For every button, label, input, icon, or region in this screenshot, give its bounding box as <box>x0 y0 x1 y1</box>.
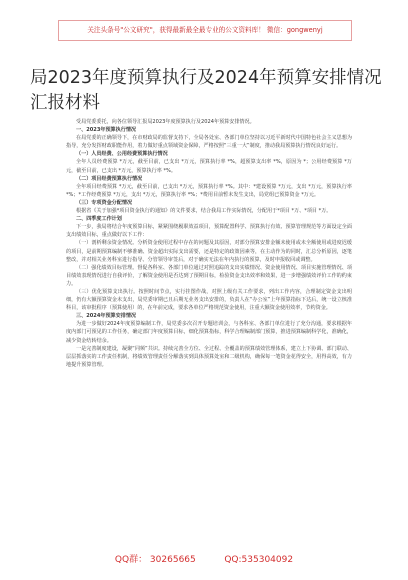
section-heading: （三）专项资金分配情况 <box>76 199 133 206</box>
section-heading: 三、2024年预算安排情况 <box>76 313 137 320</box>
body-paragraph: 根据省《关于加强*项目资金执行的通知》的文件要求，结合我局工作实际情况，分配用于*项目 *万、*项目 *万。 <box>76 208 332 215</box>
document-title: 局2023年度预算执行及2024年预算安排情况汇报材料 <box>30 68 382 113</box>
promo-banner: 关注头条号"公文研究"，获得最新最全最专业的公文资料库！ 微信：gongwenyj <box>58 20 352 41</box>
body-paragraph: （三）优化预算支出执行。按照时间节点，实行挂图作战，对照上级有关工作要求，列出工作内容，合理制定资金支出明细，仍有大额预算资金未支出，局党委审期已且后期无业务支出安排的，负责人在“办公室”上年预算指标下达后，统一设立核准科目，该审批程序（预算使用）的，在年前完成，要求各单位严格规范资金使用，注重大额资金使用效率，节约资金。 <box>66 288 352 312</box>
body-paragraph: 全年人员经费预算 *万元，截至目前，已支出 *万元，预算执行率 *%，超预算支出率 *%，原因为 *；公用经费预算 *万元，截至目前，已支出 *万元，预算执行率 *%。 <box>66 159 352 174</box>
section-heading: （二）项目经费预算执行情况 <box>76 175 143 182</box>
section-heading: 一、2023年预算执行情况 <box>76 127 137 134</box>
body-paragraph: （一）剖析剩余资金情况。分析资金使用过程中存在的问题及其原因，对部分预算安排金额未使用或未全额使用或进度迟缓的项目，是前期预算编制不够准确、资金超出实际支出需要，还是特定的政策因素等，在主动作为的同时，汇总分析原因，逐笔整改，并对相关业务科室进行指导、分管领导审签后，对于确实无法在年内执行的预算，及时申报收回或调整。 <box>66 240 352 263</box>
body-paragraph: 一是完善制度建设，凝聚“同频”共识。持续完善全方位、全过程、全覆盖的预算绩效管理体系，建立上下协调、部门联动、层层抓落实的工作责任机制，将绩效管理责任分解落实到具体预算处室和二级机构，确保每一笔资金花得安全，用得高效，有力地提升预算管理。 <box>66 345 352 368</box>
body-paragraph: 为进一步做好2024年度预算编制工作，局党委多次召开专题培训会，与各科室、各部门单位进行了充分沟通，要求根据年度内部门可预见的工作任务，确定部门年度预算目标，细化预算指标，科学合理编制部门预算，推进预算编制科学化，准确化，减少资金结转结余。 <box>66 321 352 344</box>
body-paragraph: 下一步，我局将结合年度预算目标，紧紧围绕履职效益项目，预算配置科学、预算执行有效、预算管理规范等方面设定全面支出绩效目标，重点做好以下工作： <box>66 224 352 239</box>
section-heading: （一）人员经费、公用经费预算执行情况 <box>76 151 168 158</box>
section-heading: 二、四季度工作计划 <box>76 216 122 223</box>
body-paragraph: 全年项目经费预算 *万元，截至目前，已支出 *万元，预算执行率 *%。其中：*建设预算 *万元，支出 *万元，预算执行率 *%；*工作经费预算 *万元，支出 *万元，预算执行率 *%；*费用目前暂未发生支出，局党组已预算资金 *万元。 <box>66 183 352 198</box>
contact-footer: QQ群： 30265665 QQ:535304092 <box>114 555 294 565</box>
body-paragraph: 受局党委委托，向各位领导汇报局2023年度预算执行及2024年预算安排情况。 <box>76 119 255 125</box>
document-body <box>66 118 352 369</box>
body-paragraph: （二）强化绩效目标管理。督促各科室、各部门单位通过对照追踪的支出实绩情况、资金使用情况、项目实施管理情况、项目绩效表现情况进行自我评价，了解资金使用是否达到了预期目标，检验资金支出效率和效果，进一步增强绩效评价工作的约束力。 <box>66 264 352 287</box>
body-paragraph: 在局党委的正确领导下，在市财政局的监督支持下，全局各处室、各部门单位坚持以习近平新时代中国特色社会主义思想为指导，充分发挥财政职能作用，着力做好重点领域资金保障，严格按照“三重一大”制度，推动我局预算执行情况良好运行。 <box>66 135 352 150</box>
